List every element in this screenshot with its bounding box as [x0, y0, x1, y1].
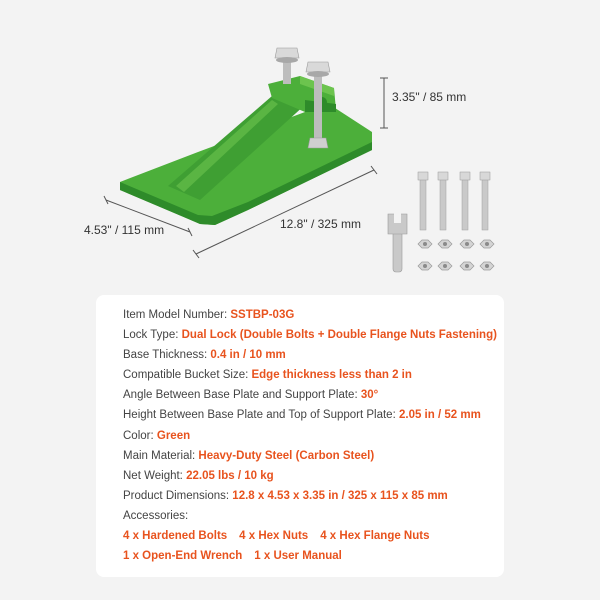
- length-label: 12.8" / 325 mm: [280, 217, 361, 231]
- spec-label: Height Between Base Plate and Top of Support Plate:: [123, 409, 399, 422]
- spec-base-thickness: [123, 345, 504, 365]
- spec-value: Heavy-Duty Steel (Carbon Steel): [198, 449, 375, 462]
- accessory-item: 4 x Hex Flange Nuts: [320, 530, 430, 543]
- spec-value: Green: [156, 429, 191, 442]
- spec-label: Item Model Number:: [123, 309, 231, 321]
- spec-card: [96, 295, 504, 577]
- spec-value: 2.05 in / 52 mm: [398, 409, 481, 422]
- spec-lock-type: [123, 325, 504, 345]
- product-illustration: [0, 0, 600, 290]
- spec-net-weight: [123, 466, 504, 486]
- spec-label: Color:: [123, 429, 157, 442]
- accessories-line-1: [123, 526, 504, 546]
- spec-label: Product Dimensions:: [123, 489, 233, 502]
- spec-bucket-size: [123, 365, 504, 385]
- height-dimension: [380, 78, 388, 128]
- width-label: 4.53" / 115 mm: [84, 223, 165, 237]
- spec-label: Angle Between Base Plate and Support Plate:: [123, 389, 361, 402]
- accessory-item: 1 x Open-End Wrench: [123, 550, 243, 563]
- spec-label: Lock Type:: [123, 329, 182, 342]
- open-end-wrench-icon: [388, 212, 407, 272]
- spec-color: [123, 426, 504, 446]
- spec-dimensions: [123, 486, 504, 506]
- accessory-item: 4 x Hex Nuts: [239, 530, 309, 543]
- green-bucket-bracket: [120, 76, 372, 225]
- height-label: 3.35" / 85 mm: [392, 90, 467, 104]
- spec-label: Base Thickness:: [123, 349, 211, 362]
- accessories-heading: Accessories:: [123, 509, 189, 522]
- hex-nuts: [418, 240, 494, 270]
- spec-value: Dual Lock (Double Bolts + Double Flange Nuts Fastening): [181, 329, 497, 342]
- spec-value: 30°: [360, 389, 379, 402]
- accessories-line-2: [123, 546, 504, 566]
- accessory-item: 4 x Hardened Bolts: [123, 530, 228, 543]
- spec-value: Edge thickness less than 2 in: [251, 369, 412, 382]
- accessory-item: 1 x User Manual: [254, 550, 342, 563]
- spec-value: 22.05 lbs / 10 kg: [186, 469, 274, 482]
- spec-label: Compatible Bucket Size:: [123, 369, 252, 382]
- spec-angle: [123, 385, 504, 405]
- spec-value: 12.8 x 4.53 x 3.35 in / 325 x 115 x 85 mm: [232, 489, 448, 502]
- spec-value: SSTBP-03G: [230, 309, 295, 321]
- spec-material: [123, 446, 504, 466]
- spec-label: Main Material:: [123, 449, 199, 462]
- spec-value: 0.4 in / 10 mm: [210, 349, 286, 362]
- spec-height: [123, 405, 504, 425]
- spec-model-number: [123, 305, 504, 325]
- loose-bolts: [418, 172, 490, 230]
- spec-label: Net Weight:: [123, 469, 187, 482]
